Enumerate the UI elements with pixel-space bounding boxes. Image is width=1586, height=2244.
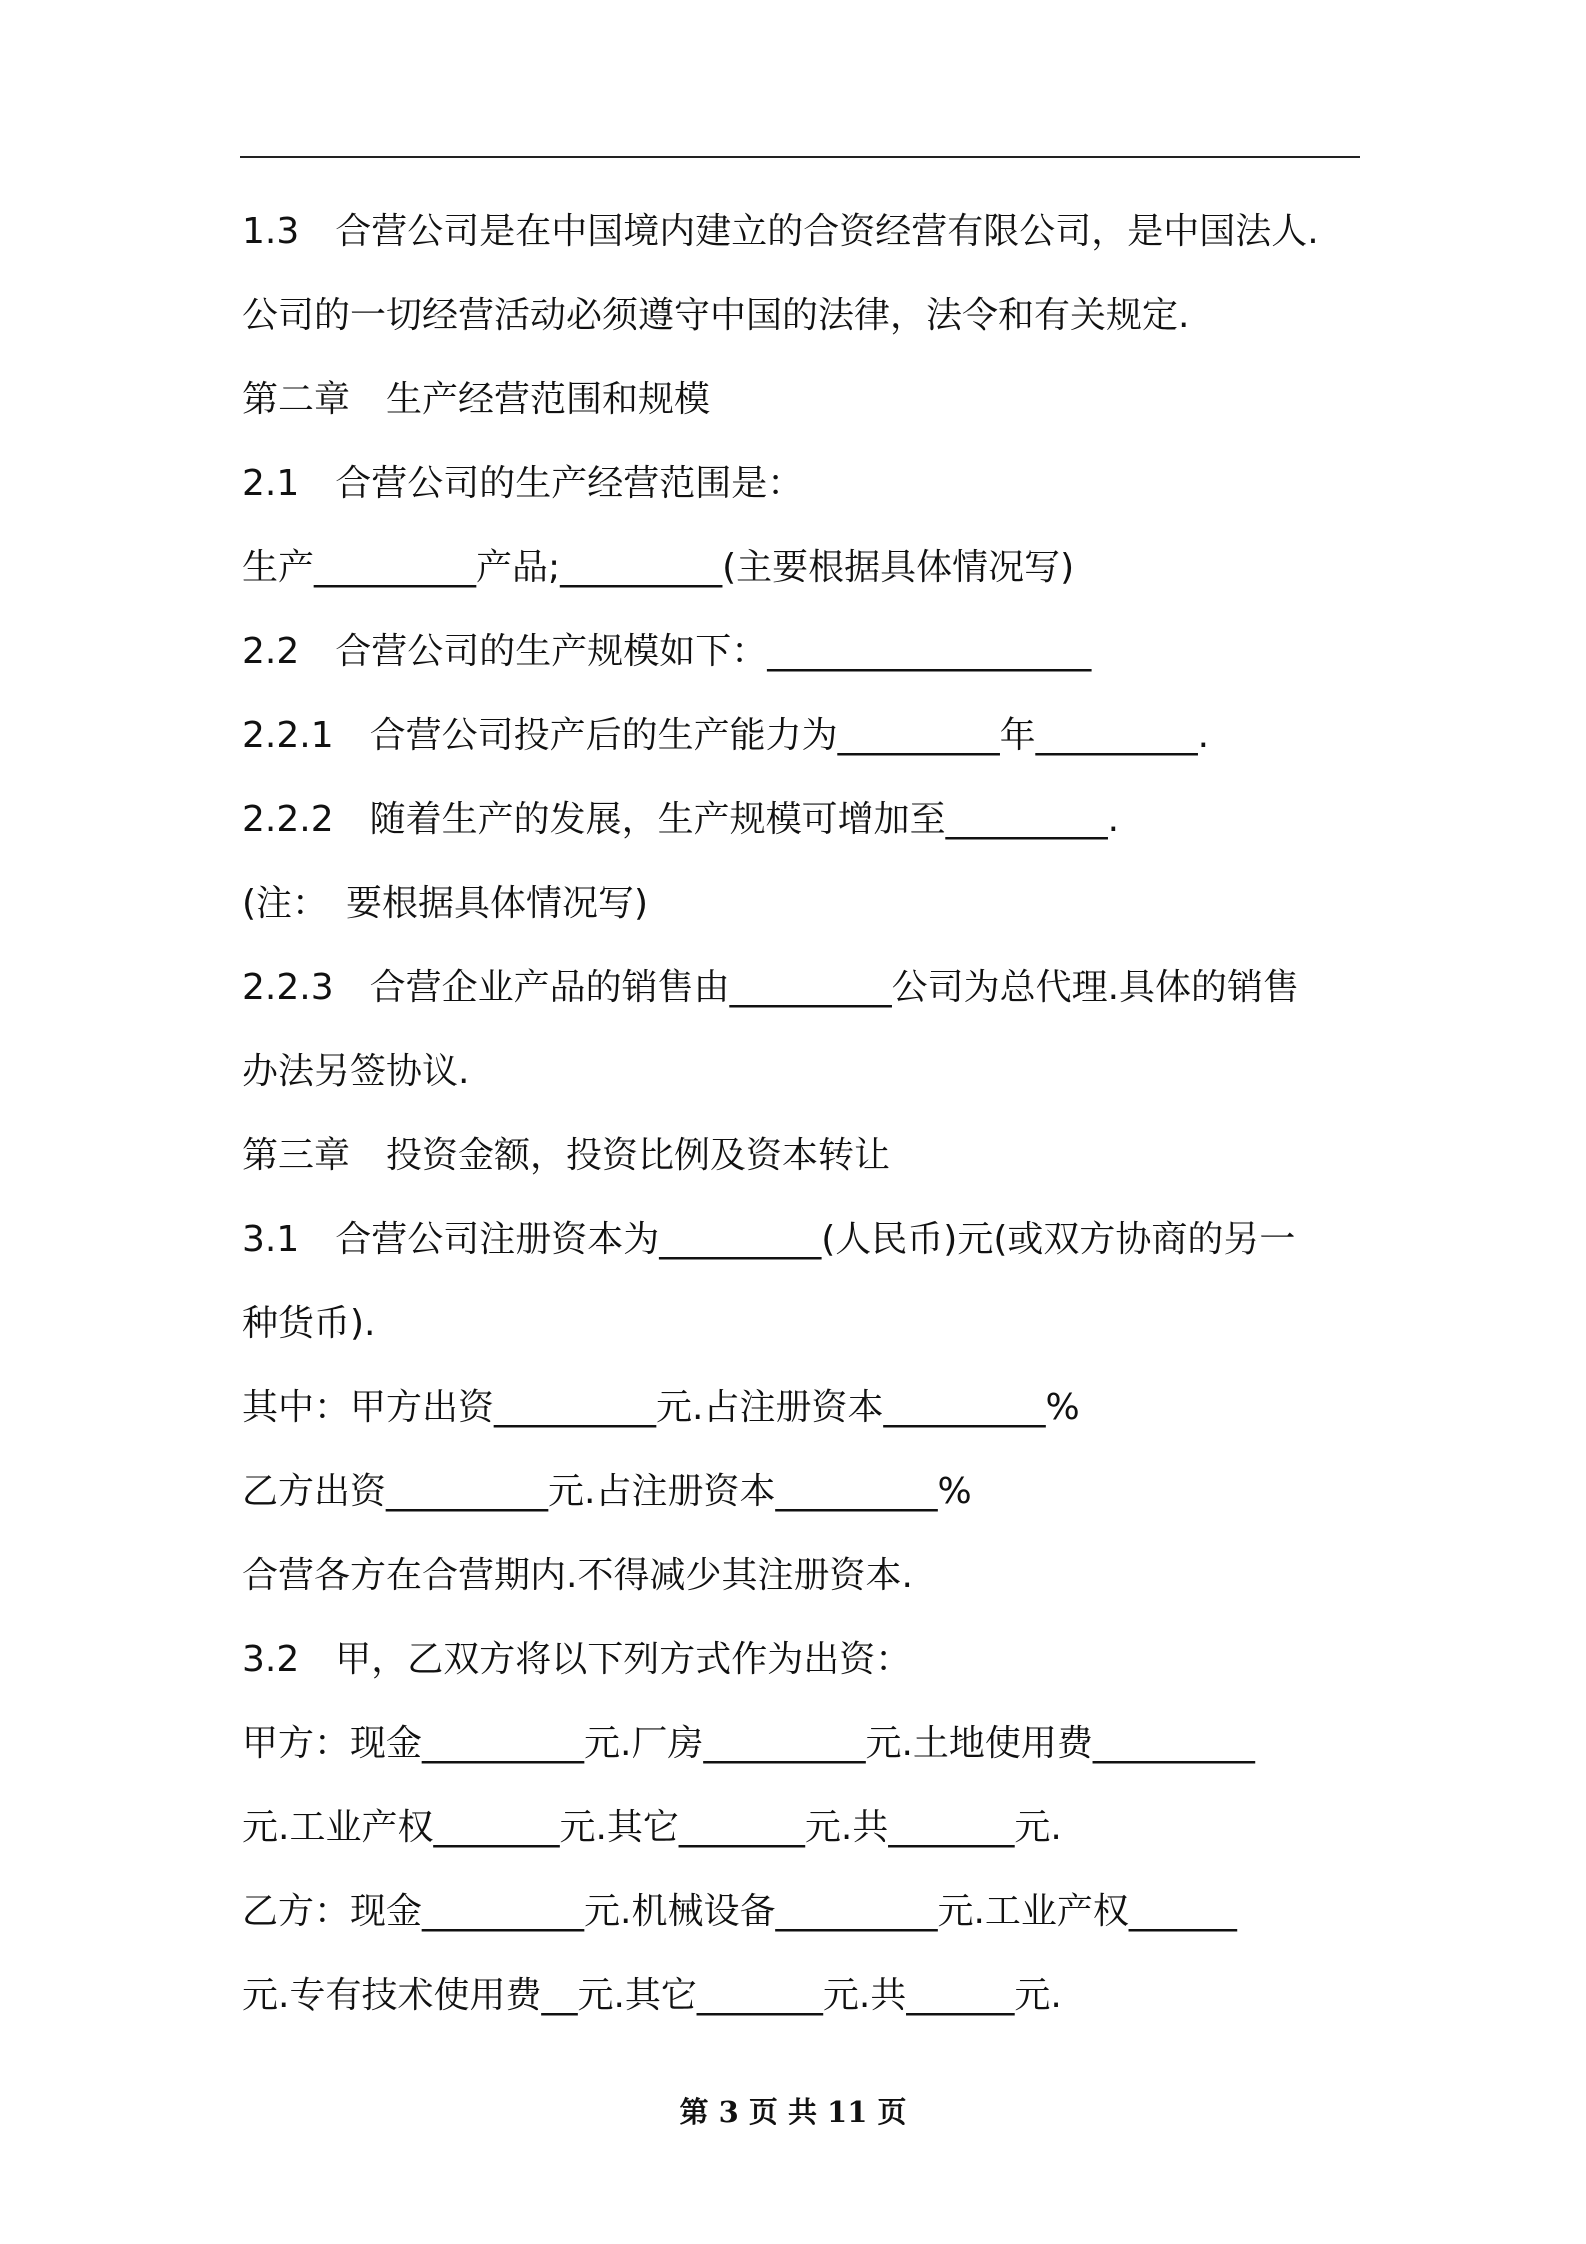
party-a-investment: 其中：甲方出资_________元.占注册资本_________% — [242, 1387, 1080, 1428]
clause-2-2-3-line-1: 2.2.3 合营企业产品的销售由_________公司为总代理.具体的销售 — [242, 967, 1300, 1008]
party-a-contribution-line-1: 甲方：现金_________元.厂房_________元.土地使用费_________ — [242, 1723, 1255, 1764]
party-b-investment: 乙方出资_________元.占注册资本_________% — [242, 1471, 972, 1512]
clause-2-2-1: 2.2.1 合营公司投产后的生产能力为_________年_________. — [242, 715, 1210, 756]
party-b-contribution-line-2: 元.专有技术使用费__元.其它_______元.共______元. — [242, 1975, 1062, 2016]
header-rule — [240, 156, 1360, 158]
chapter-2-heading: 第二章 生产经营范围和规模 — [242, 379, 711, 420]
page-number-footer: 第 3 页 共 11 页 — [679, 2095, 907, 2129]
party-a-contribution-line-2: 元.工业产权_______元.其它_______元.共_______元. — [242, 1807, 1062, 1848]
clause-3-2: 3.2 甲，乙双方将以下列方式作为出资： — [242, 1639, 912, 1680]
clause-2-2: 2.2 合营公司的生产规模如下：__________________ — [242, 631, 1092, 672]
clause-2-2-2: 2.2.2 随着生产的发展，生产规模可增加至_________. — [242, 799, 1120, 840]
chapter-3-heading: 第三章 投资金额，投资比例及资本转让 — [242, 1135, 891, 1176]
clause-3-1-line-2: 种货币). — [242, 1303, 376, 1344]
party-b-contribution-line-1: 乙方：现金_________元.机械设备_________元.工业产权______ — [242, 1891, 1237, 1932]
note-line: (注： 要根据具体情况写) — [242, 883, 649, 924]
clause-2-2-3-line-2: 办法另签协议. — [242, 1051, 470, 1092]
clause-1-3-line-1: 1.3 合营公司是在中国境内建立的合资经营有限公司，是中国法人. — [242, 211, 1319, 252]
clause-1-3-line-2: 公司的一切经营活动必须遵守中国的法律，法令和有关规定. — [242, 295, 1190, 336]
clause-3-1-line-1: 3.1 合营公司注册资本为_________(人民币)元(或双方协商的另一 — [242, 1219, 1296, 1260]
capital-reduction-rule: 合营各方在合营期内.不得减少其注册资本. — [242, 1555, 913, 1596]
document-body — [242, 190, 1364, 2038]
clause-2-1: 2.1 合营公司的生产经营范围是： — [242, 463, 804, 504]
clause-2-1-scope: 生产_________产品;_________(主要根据具体情况写) — [242, 547, 1075, 588]
